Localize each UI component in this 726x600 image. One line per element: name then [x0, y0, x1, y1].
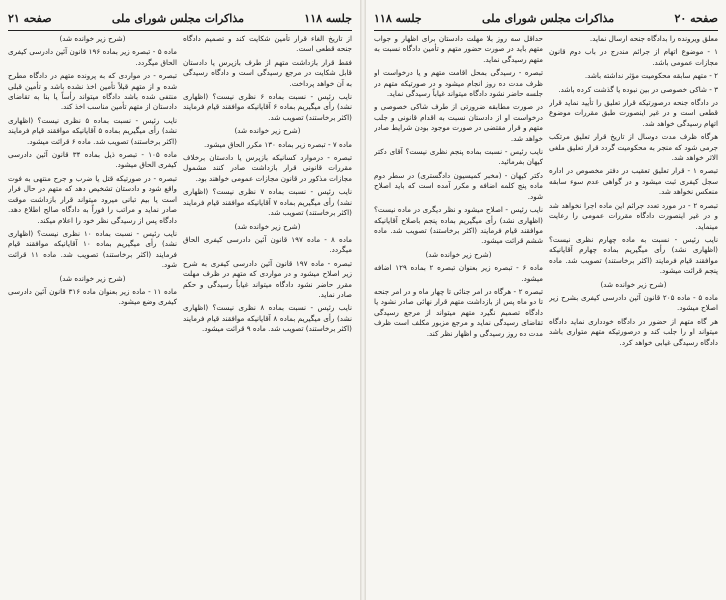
- paragraph: تبصره ۱ - قرار تعلیق تعقیب در دفتر مخصوص در اداره سجل کیفری ثبت میشود و در گواهی عدم سوء سابقه منعکس نخواهد شد.: [549, 166, 718, 197]
- paragraph: ماده ۸ - ماده ۱۹۷ قانون آئین دادرسی کیفری الحاق میگردد.: [183, 234, 352, 255]
- column-right: [183, 34, 352, 596]
- text-columns: [8, 34, 352, 596]
- paragraph: (شرح زیر خوانده شد): [234, 221, 301, 231]
- paragraph: تبصره ۲ - هرگاه در امر جنائی تا چهار ماه و در امر جنحه تا دو ماه پس از بازداشت متهم قرار نهائی صادر نشود یا دادگاه تصمیم نگیرد متهم میتواند از مرجع رسیدگی تقاضای رسیدگی نماید و مرجع مزبور مکلف است ظرف مدت ده روز رسیدگی و اظهار نظر کند.: [374, 286, 543, 338]
- paragraph: ماده ۷ - تبصره زیر بماده ۱۳۰ مکرر الحاق میشود.: [203, 139, 352, 149]
- paragraph: فقط قرار بازداشت متهم از طرف بازپرس یا دادستان قابل شکایت در مرجع رسیدگی است و دادگاه رسیدگی به آن خواهد پرداخت.: [183, 57, 352, 88]
- paragraph: تبصره - در صورتیکه قتل یا ضرب و جرح منتهی به فوت واقع شود و دادستان تشخیص دهد که متهم در حال فرار است یا بیم تبانی میرود میتواند قرار بازداشت موقت صادر نماید و مراتب را فوراً به دادگاه صالح اطلاع دهد. دادگاه پس از رسیدگی نظر خود را اعلام میکند.: [8, 173, 177, 225]
- paragraph: ماده ۱۰۵ - تبصره ذیل بماده ۳۴ قانون آئین دادرسی کیفری الحاق میشود.: [8, 150, 177, 170]
- paragraph: نایب رئیس - نسبت بماده ۶ نظری نیست؟ (اظهاری نشد) رأی میگیریم بماده ۶ آقایانیکه موافقند قیام فرمایند (اکثر برخاستند) تصویب شد.: [183, 92, 352, 122]
- paragraph: در دادگاه جنحه درصورتیکه قرار تعلیق را تأیید نماید قرار قطعی است و در غیر اینصورت طبق مقررات موضوع اتهام رسیدگی خواهد شد.: [549, 98, 718, 128]
- journal-title: مذاکرات مجلس شورای ملی: [111, 11, 245, 25]
- paragraph: حداقل سه روز بلا مهلت دادستان برای اظهار و جواب متهم باید در صورت حضور متهم و تأمین دادگاه نسبت به متهم رسیدگی نماید.: [374, 34, 543, 64]
- paragraph: نایب رئیس - نسبت بماده ۱۰ نظری نیست؟ (اظهاری نشد) رأی میگیریم بماده ۱۰ آقایانیکه موافقند قیام فرمایند (اکثر برخاستند) تصویب شد. ماده ۱۱ قرائت شود.: [8, 228, 177, 270]
- paragraph: نایب رئیس - نسبت بماده پنجم نظری نیست؟ آقای دکتر کیهان بفرمائید.: [374, 147, 543, 167]
- paragraph: (شرح زیر خوانده شد): [600, 279, 667, 289]
- page-21: [0, 0, 360, 600]
- paragraph: معلق ویرونده را بدادگاه جنحه ارسال نماید.: [589, 34, 718, 43]
- paragraph: نایب رئیس - اصلاح میشود و نظر دیگری در ماده نیست؟ (اظهاری نشد) رأی میگیریم بماده پنجم باصلاح آقایانیکه موافقند قیام فرمایند (اکثر برخاستند) تصویب شد. ماده ششم قرائت میشود.: [374, 205, 543, 246]
- page-number: صفحه ۲۱: [8, 11, 52, 25]
- paragraph: تبصره - درموارد کسانیکه بازپرس یا دادستان برخلاف مقررات قانونی قرار بازداشت صادر کنند مشمول مجازات مذکور در قانون مجازات عمومی خواهند بود.: [183, 153, 352, 183]
- paragraph: نایب رئیس - نسبت بماده ۸ نظری نیست؟ (اظهاری نشد) رأی میگیریم بماده ۸ آقایانیکه موافقند قیام فرمایند (اکثر برخاستند) تصویب شد. ماده ۹ قرائت میشود.: [183, 303, 352, 334]
- paragraph: (شرح زیر خوانده شد): [59, 273, 126, 283]
- page-header: [8, 8, 352, 31]
- paragraph: (شرح زیر خوانده شد): [59, 34, 126, 43]
- paragraph: در صورت مطابقه ضرورتی از طرف شاکی خصوصی و درخواست او از دادستان نسبت به اقدام قانونی و جلب متهم و قرار مقتضی در صورت موجود بودن شرایط صادر خواهد شد.: [374, 102, 543, 143]
- column-left: [374, 34, 543, 596]
- paragraph: تبصره - در مواردی که به پرونده متهم در دادگاه مطرح شده و از متهم قبلاً تأمین اخذ نشده باشد و تأمین قبلی منتفی شده باشد دادگاه میتواند رأساً یا بنا به تقاضای دادستان از متهم تأمین مناسب اخذ کند.: [8, 71, 177, 112]
- journal-title: مذاکرات مجلس شورای ملی: [482, 11, 615, 25]
- paragraph: ۱ - موضوع اتهام از جرائم مندرج در باب دوم قانون مجازات عمومی باشد.: [549, 47, 718, 67]
- paragraph: ماده ۵ - ماده ۲۰۵ قانون آئین دادرسی کیفری بشرح زیر اصلاح میشود.: [549, 292, 718, 313]
- paragraph: دکتر کیهان - (مخبر کمیسیون دادگستری) در سطر دوم ماده پنج کلمه اضافه و مکرر آمده است که باید اصلاح شود.: [374, 170, 543, 201]
- session-number: جلسه ۱۱۸: [374, 11, 422, 25]
- paragraph: نایب رئیس - نسبت بماده ۷ نظری نیست؟ (اظهاری نشد) رأی میگیریم بماده ۷ آقایانیکه موافقند قیام فرمایند (اکثر برخاستند) تصویب شد.: [183, 187, 352, 218]
- paragraph: ۲ - متهم سابقه محکومیت مؤثر نداشته باشد.: [584, 71, 718, 81]
- page-number: صفحه ۲۰: [674, 11, 718, 25]
- session-number: جلسه ۱۱۸: [304, 11, 352, 25]
- column-left: [8, 34, 177, 596]
- paragraph: ۳ - شاکی خصوصی در بین نبوده یا گذشت کرده باشد.: [558, 84, 718, 94]
- paragraph: ماده ۱۱ - ماده زیر بعنوان ماده ۳۱۶ قانون آئین دادرسی کیفری وضع میشود.: [8, 286, 177, 307]
- paragraph: نایب رئیس - نسبت بماده ۵ نظری نیست؟ (اظهاری نشد) رأی میگیریم بماده ۵ آقایانیکه موافقند قیام فرمایند (اکثر برخاستند) تصویب شد. ماده ۶ قرائت میشود.: [8, 115, 177, 146]
- paragraph: (شرح زیر خوانده شد): [234, 126, 301, 136]
- page-20: [366, 0, 726, 600]
- paragraph: ماده ۵ - تبصره زیر بماده ۱۹۶ قانون آئین دادرسی کیفری الحاق میگردد.: [8, 47, 177, 67]
- text-columns: [374, 34, 718, 596]
- paragraph: تبصره - رسیدگی بمحل اقامت متهم و یا درخواست او ظرف مدت ده روز انجام میشود و در صورتیکه متهم در جلسه حاضر نشود دادگاه میتواند غیاباً رسیدگی نماید.: [374, 68, 543, 99]
- paragraph: تبصره ۲ - در مورد تعدد جرائم این ماده اجرا نخواهد شد و در غیر اینصورت دادگاه مقررات عمومی را رعایت مینماید.: [549, 200, 718, 231]
- paragraph: هرگاه ظرف مدت دوسال از تاریخ قرار تعلیق مرتکب جرمی شود که منجر به محکومیت گردد قرار تعلیق ملغی الاثر خواهد شد.: [549, 132, 718, 163]
- page-header: [374, 8, 718, 31]
- paragraph: ماده ۶ - تبصره زیر بعنوان تبصره ۲ بماده ۱۲۹ اضافه میشود.: [374, 263, 543, 283]
- paragraph: تبصره - ماده ۱۹۷ قانون آئین دادرسی کیفری به شرح زیر اصلاح میشود و در مواردی که متهم در ظرف مهلت مقرر حاضر نشود دادگاه میتواند غیاباً رسیدگی و حکم صادر نماید.: [183, 258, 352, 299]
- paragraph: (شرح زیر خوانده شد): [425, 249, 492, 259]
- paragraph: هر گاه متهم از حضور در دادگاه خودداری نماید دادگاه میتواند او را جلب کند و درصورتیکه متهم متواری باشد دادگاه رسیدگی غیابی خواهد کرد.: [549, 316, 718, 347]
- paragraph: نایب رئیس - نسبت به ماده چهارم نظری نیست؟ (اظهاری نشد) رأی میگیریم بماده چهارم آقایانیکه موافقند قیام فرمایند (اکثر برخاستند) تصویب شد. ماده پنجم قرائت میشود.: [549, 234, 718, 276]
- column-right: [549, 34, 718, 596]
- paragraph: از تاریخ الغاء قرار تأمین شکایت کند و تصمیم دادگاه جنحه قطعی است.: [183, 34, 352, 54]
